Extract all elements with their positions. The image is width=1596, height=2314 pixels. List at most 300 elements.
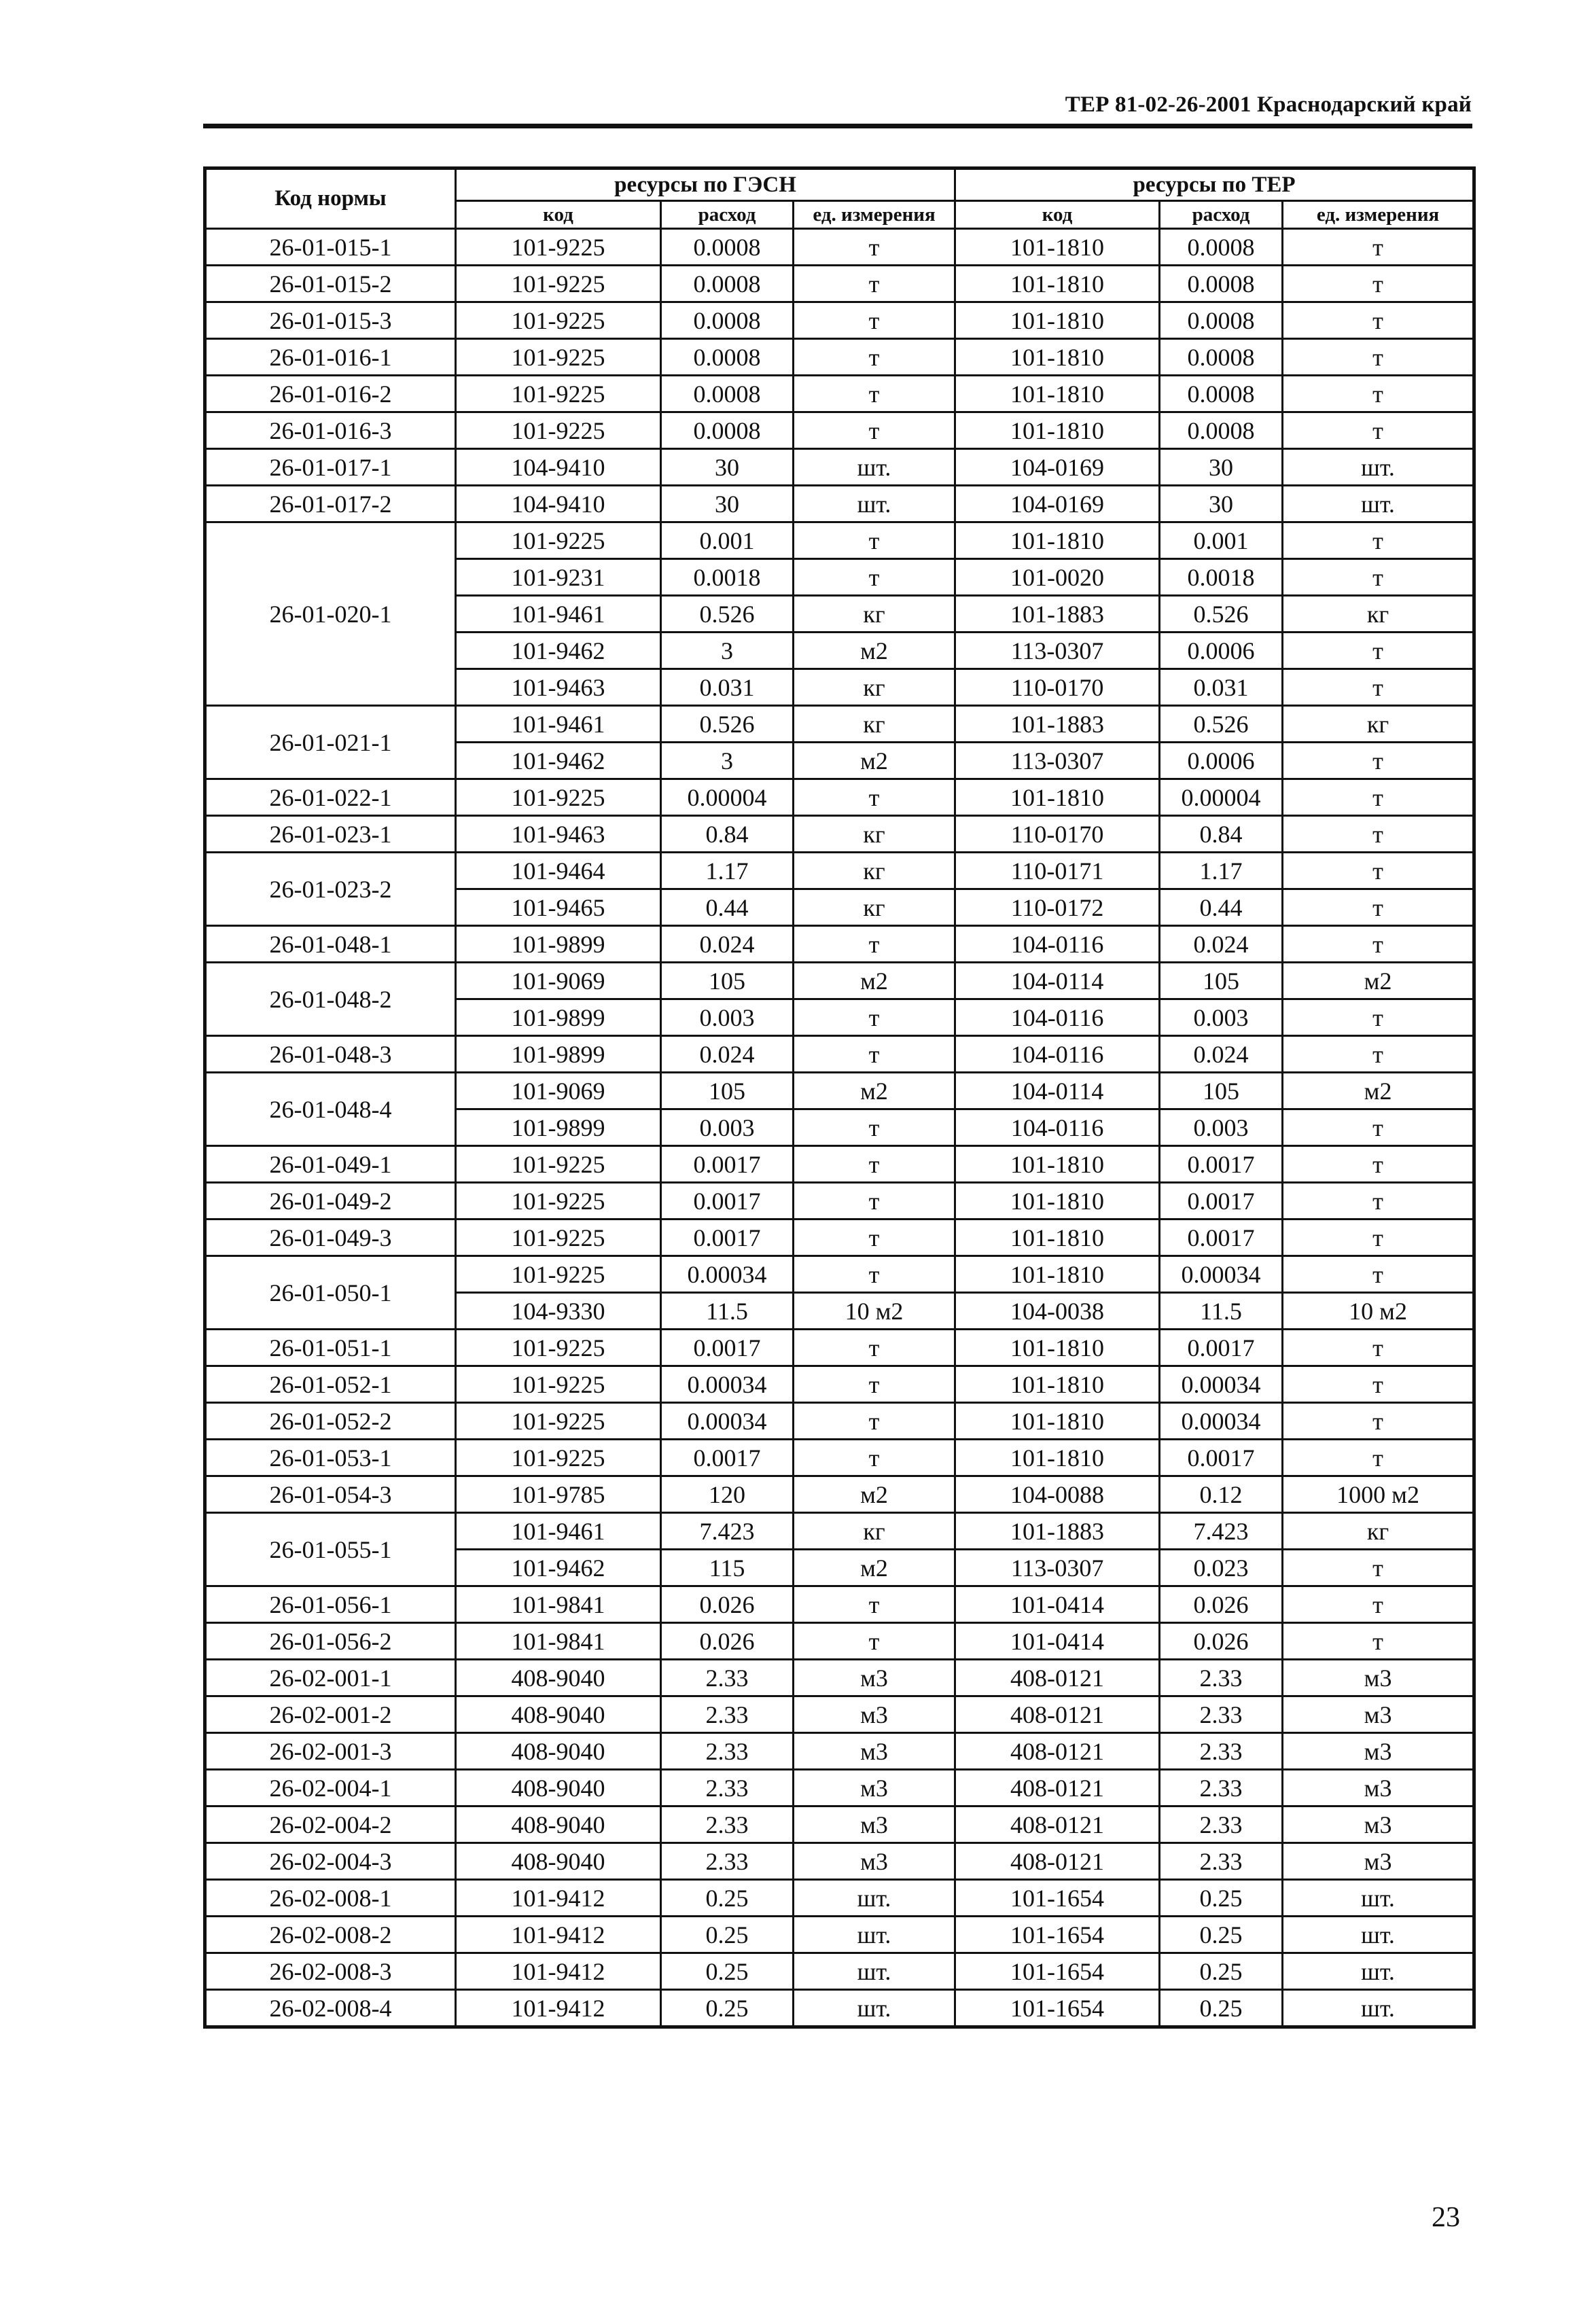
gesn-unit-cell: т xyxy=(794,1256,955,1293)
gesn-code-cell: 101-9463 xyxy=(456,816,661,853)
norm-code-cell: 26-01-016-3 xyxy=(205,412,456,449)
norm-code-cell: 26-02-004-2 xyxy=(205,1806,456,1843)
ter-code-cell: 408-0121 xyxy=(955,1770,1160,1806)
norm-code-cell: 26-02-001-2 xyxy=(205,1696,456,1733)
ter-code-cell: 101-1654 xyxy=(955,1953,1160,1990)
ter-consumption-cell: 0.024 xyxy=(1160,1036,1283,1073)
gesn-code-cell: 104-9410 xyxy=(456,486,661,522)
ter-unit-cell: т xyxy=(1283,1146,1474,1183)
norm-code-cell: 26-02-008-3 xyxy=(205,1953,456,1990)
resource-table-container xyxy=(203,166,1476,2029)
ter-consumption-cell: 2.33 xyxy=(1160,1696,1283,1733)
ter-unit-cell: т xyxy=(1283,1220,1474,1256)
gesn-consumption-cell: 0.024 xyxy=(661,1036,794,1073)
table-row xyxy=(205,1513,1474,1550)
ter-code-cell: 101-1810 xyxy=(955,1440,1160,1476)
ter-unit-cell: т xyxy=(1283,633,1474,669)
subheader-gesn-consumption: расход xyxy=(661,201,794,229)
ter-unit-cell: т xyxy=(1283,889,1474,926)
gesn-unit-cell: кг xyxy=(794,853,955,889)
ter-consumption-cell: 0.00034 xyxy=(1160,1366,1283,1403)
table-row xyxy=(205,706,1474,743)
gesn-code-cell: 101-9225 xyxy=(456,1403,661,1440)
gesn-consumption-cell: 0.026 xyxy=(661,1623,794,1660)
gesn-consumption-cell: 0.25 xyxy=(661,1990,794,2027)
ter-unit-cell: т xyxy=(1283,1330,1474,1366)
subheader-gesn-unit: ед. измерения xyxy=(794,201,955,229)
ter-code-cell: 101-1810 xyxy=(955,376,1160,412)
ter-consumption-cell: 0.003 xyxy=(1160,1109,1283,1146)
gesn-unit-cell: т xyxy=(794,522,955,559)
gesn-consumption-cell: 0.0008 xyxy=(661,376,794,412)
norm-code-cell: 26-01-048-1 xyxy=(205,926,456,963)
gesn-unit-cell: т xyxy=(794,1330,955,1366)
ter-unit-cell: т xyxy=(1283,339,1474,376)
ter-code-cell: 101-1810 xyxy=(955,339,1160,376)
ter-code-cell: 408-0121 xyxy=(955,1696,1160,1733)
gesn-consumption-cell: 0.0008 xyxy=(661,229,794,266)
header-rule xyxy=(203,124,1472,128)
ter-consumption-cell: 0.0008 xyxy=(1160,412,1283,449)
ter-code-cell: 101-1810 xyxy=(955,779,1160,816)
subheader-ter-unit: ед. измерения xyxy=(1283,201,1474,229)
gesn-consumption-cell: 0.024 xyxy=(661,926,794,963)
gesn-consumption-cell: 0.0017 xyxy=(661,1330,794,1366)
ter-consumption-cell: 0.0008 xyxy=(1160,339,1283,376)
ter-consumption-cell: 2.33 xyxy=(1160,1806,1283,1843)
ter-unit-cell: кг xyxy=(1283,1513,1474,1550)
gesn-unit-cell: т xyxy=(794,1183,955,1220)
ter-code-cell: 110-0172 xyxy=(955,889,1160,926)
table-row xyxy=(205,1733,1474,1770)
gesn-unit-cell: м3 xyxy=(794,1806,955,1843)
gesn-unit-cell: т xyxy=(794,1403,955,1440)
ter-unit-cell: кг xyxy=(1283,596,1474,633)
norm-code-cell: 26-01-022-1 xyxy=(205,779,456,816)
gesn-code-cell: 101-9841 xyxy=(456,1623,661,1660)
ter-consumption-cell: 0.25 xyxy=(1160,1880,1283,1917)
gesn-unit-cell: м2 xyxy=(794,1550,955,1586)
table-row xyxy=(205,1953,1474,1990)
gesn-consumption-cell: 0.026 xyxy=(661,1586,794,1623)
norm-code-cell: 26-02-004-3 xyxy=(205,1843,456,1880)
gesn-consumption-cell: 2.33 xyxy=(661,1696,794,1733)
ter-consumption-cell: 0.00004 xyxy=(1160,779,1283,816)
gesn-unit-cell: т xyxy=(794,926,955,963)
gesn-consumption-cell: 0.00034 xyxy=(661,1256,794,1293)
gesn-consumption-cell: 30 xyxy=(661,449,794,486)
ter-consumption-cell: 0.526 xyxy=(1160,596,1283,633)
ter-unit-cell: т xyxy=(1283,412,1474,449)
norm-code-cell: 26-01-048-3 xyxy=(205,1036,456,1073)
gesn-code-cell: 101-9225 xyxy=(456,779,661,816)
ter-unit-cell: т xyxy=(1283,302,1474,339)
ter-unit-cell: т xyxy=(1283,1623,1474,1660)
gesn-code-cell: 101-9225 xyxy=(456,1366,661,1403)
gesn-consumption-cell: 105 xyxy=(661,1073,794,1109)
table-row xyxy=(205,1880,1474,1917)
gesn-consumption-cell: 0.0017 xyxy=(661,1440,794,1476)
ter-code-cell: 101-1654 xyxy=(955,1880,1160,1917)
ter-consumption-cell: 0.0017 xyxy=(1160,1183,1283,1220)
gesn-unit-cell: кг xyxy=(794,596,955,633)
gesn-consumption-cell: 2.33 xyxy=(661,1733,794,1770)
gesn-consumption-cell: 105 xyxy=(661,963,794,999)
ter-code-cell: 110-0170 xyxy=(955,669,1160,706)
norm-code-cell: 26-01-056-1 xyxy=(205,1586,456,1623)
gesn-consumption-cell: 1.17 xyxy=(661,853,794,889)
norm-code-cell: 26-02-008-1 xyxy=(205,1880,456,1917)
ter-consumption-cell: 0.026 xyxy=(1160,1623,1283,1660)
ter-code-cell: 104-0088 xyxy=(955,1476,1160,1513)
ter-consumption-cell: 0.0006 xyxy=(1160,633,1283,669)
norm-code-cell: 26-01-052-1 xyxy=(205,1366,456,1403)
ter-unit-cell: шт. xyxy=(1283,449,1474,486)
gesn-code-cell: 101-9225 xyxy=(456,1183,661,1220)
page-number: 23 xyxy=(1432,2202,1460,2233)
norm-code-cell: 26-01-023-1 xyxy=(205,816,456,853)
ter-unit-cell: т xyxy=(1283,229,1474,266)
ter-consumption-cell: 105 xyxy=(1160,1073,1283,1109)
ter-consumption-cell: 0.44 xyxy=(1160,889,1283,926)
ter-unit-cell: т xyxy=(1283,926,1474,963)
ter-unit-cell: т xyxy=(1283,1440,1474,1476)
table-row xyxy=(205,816,1474,853)
ter-consumption-cell: 0.031 xyxy=(1160,669,1283,706)
ter-unit-cell: т xyxy=(1283,999,1474,1036)
table-row xyxy=(205,1146,1474,1183)
ter-code-cell: 113-0307 xyxy=(955,1550,1160,1586)
table-row xyxy=(205,1770,1474,1806)
ter-unit-cell: м3 xyxy=(1283,1696,1474,1733)
table-row xyxy=(205,1660,1474,1696)
ter-consumption-cell: 30 xyxy=(1160,486,1283,522)
gesn-unit-cell: шт. xyxy=(794,449,955,486)
ter-unit-cell: м2 xyxy=(1283,1073,1474,1109)
header-group-gesn: ресурсы по ГЭСН xyxy=(456,168,955,201)
gesn-consumption-cell: 2.33 xyxy=(661,1806,794,1843)
table-row xyxy=(205,1917,1474,1953)
gesn-unit-cell: м2 xyxy=(794,1073,955,1109)
norm-code-cell: 26-01-056-2 xyxy=(205,1623,456,1660)
ter-code-cell: 104-0116 xyxy=(955,1109,1160,1146)
gesn-consumption-cell: 0.00034 xyxy=(661,1366,794,1403)
ter-consumption-cell: 0.0008 xyxy=(1160,266,1283,302)
ter-code-cell: 101-1654 xyxy=(955,1990,1160,2027)
ter-code-cell: 408-0121 xyxy=(955,1660,1160,1696)
gesn-code-cell: 408-9040 xyxy=(456,1770,661,1806)
gesn-code-cell: 101-9785 xyxy=(456,1476,661,1513)
gesn-code-cell: 101-9461 xyxy=(456,596,661,633)
gesn-unit-cell: т xyxy=(794,1440,955,1476)
table-row xyxy=(205,1330,1474,1366)
ter-consumption-cell: 0.0008 xyxy=(1160,302,1283,339)
gesn-consumption-cell: 0.526 xyxy=(661,706,794,743)
ter-unit-cell: м3 xyxy=(1283,1806,1474,1843)
gesn-unit-cell: т xyxy=(794,1623,955,1660)
gesn-code-cell: 104-9410 xyxy=(456,449,661,486)
ter-unit-cell: т xyxy=(1283,376,1474,412)
table-row xyxy=(205,963,1474,999)
gesn-code-cell: 408-9040 xyxy=(456,1696,661,1733)
gesn-consumption-cell: 0.00034 xyxy=(661,1403,794,1440)
gesn-code-cell: 104-9330 xyxy=(456,1293,661,1330)
ter-code-cell: 101-1810 xyxy=(955,1220,1160,1256)
ter-unit-cell: м3 xyxy=(1283,1770,1474,1806)
ter-unit-cell: т xyxy=(1283,779,1474,816)
subheader-ter-code: код xyxy=(955,201,1160,229)
gesn-consumption-cell: 0.0017 xyxy=(661,1220,794,1256)
gesn-code-cell: 101-9461 xyxy=(456,706,661,743)
gesn-consumption-cell: 0.44 xyxy=(661,889,794,926)
ter-consumption-cell: 0.023 xyxy=(1160,1550,1283,1586)
gesn-unit-cell: т xyxy=(794,559,955,596)
gesn-code-cell: 101-9899 xyxy=(456,1109,661,1146)
ter-unit-cell: 10 м2 xyxy=(1283,1293,1474,1330)
table-row xyxy=(205,302,1474,339)
ter-consumption-cell: 1.17 xyxy=(1160,853,1283,889)
norm-code-cell: 26-01-049-2 xyxy=(205,1183,456,1220)
ter-consumption-cell: 0.026 xyxy=(1160,1586,1283,1623)
ter-unit-cell: т xyxy=(1283,1036,1474,1073)
gesn-code-cell: 101-9841 xyxy=(456,1586,661,1623)
ter-unit-cell: м3 xyxy=(1283,1733,1474,1770)
gesn-unit-cell: м3 xyxy=(794,1733,955,1770)
gesn-consumption-cell: 0.84 xyxy=(661,816,794,853)
gesn-code-cell: 101-9465 xyxy=(456,889,661,926)
norm-code-cell: 26-01-054-3 xyxy=(205,1476,456,1513)
ter-unit-cell: т xyxy=(1283,1256,1474,1293)
ter-consumption-cell: 11.5 xyxy=(1160,1293,1283,1330)
gesn-code-cell: 101-9461 xyxy=(456,1513,661,1550)
ter-unit-cell: шт. xyxy=(1283,1953,1474,1990)
norm-code-cell: 26-01-023-2 xyxy=(205,853,456,926)
gesn-consumption-cell: 0.003 xyxy=(661,999,794,1036)
ter-unit-cell: т xyxy=(1283,1403,1474,1440)
ter-unit-cell: 1000 м2 xyxy=(1283,1476,1474,1513)
ter-code-cell: 104-0116 xyxy=(955,999,1160,1036)
gesn-unit-cell: т xyxy=(794,229,955,266)
gesn-unit-cell: 10 м2 xyxy=(794,1293,955,1330)
ter-code-cell: 104-0038 xyxy=(955,1293,1160,1330)
ter-code-cell: 101-1810 xyxy=(955,1403,1160,1440)
gesn-code-cell: 101-9225 xyxy=(456,1256,661,1293)
gesn-consumption-cell: 0.0008 xyxy=(661,302,794,339)
gesn-code-cell: 101-9462 xyxy=(456,1550,661,1586)
document-header-title: ТЕР 81-02-26-2001 Краснодарский край xyxy=(1065,92,1472,117)
gesn-code-cell: 101-9225 xyxy=(456,412,661,449)
ter-consumption-cell: 0.003 xyxy=(1160,999,1283,1036)
ter-unit-cell: т xyxy=(1283,1550,1474,1586)
gesn-code-cell: 101-9225 xyxy=(456,1146,661,1183)
ter-consumption-cell: 0.84 xyxy=(1160,816,1283,853)
ter-code-cell: 101-1810 xyxy=(955,302,1160,339)
ter-code-cell: 104-0114 xyxy=(955,1073,1160,1109)
gesn-consumption-cell: 115 xyxy=(661,1550,794,1586)
ter-code-cell: 101-0414 xyxy=(955,1623,1160,1660)
table-row xyxy=(205,339,1474,376)
gesn-unit-cell: т xyxy=(794,999,955,1036)
gesn-consumption-cell: 2.33 xyxy=(661,1770,794,1806)
table-row xyxy=(205,1073,1474,1109)
ter-unit-cell: т xyxy=(1283,816,1474,853)
gesn-unit-cell: кг xyxy=(794,669,955,706)
gesn-code-cell: 101-9412 xyxy=(456,1990,661,2027)
gesn-code-cell: 408-9040 xyxy=(456,1806,661,1843)
table-row xyxy=(205,1220,1474,1256)
gesn-consumption-cell: 120 xyxy=(661,1476,794,1513)
norm-code-cell: 26-01-051-1 xyxy=(205,1330,456,1366)
gesn-code-cell: 101-9225 xyxy=(456,229,661,266)
gesn-code-cell: 101-9463 xyxy=(456,669,661,706)
table-row xyxy=(205,779,1474,816)
ter-consumption-cell: 2.33 xyxy=(1160,1660,1283,1696)
table-row xyxy=(205,1806,1474,1843)
ter-code-cell: 104-0116 xyxy=(955,1036,1160,1073)
ter-consumption-cell: 0.024 xyxy=(1160,926,1283,963)
gesn-unit-cell: кг xyxy=(794,816,955,853)
gesn-unit-cell: т xyxy=(794,412,955,449)
norm-code-cell: 26-01-053-1 xyxy=(205,1440,456,1476)
norm-code-cell: 26-01-017-1 xyxy=(205,449,456,486)
gesn-unit-cell: шт. xyxy=(794,1990,955,2027)
gesn-unit-cell: т xyxy=(794,1109,955,1146)
table-row xyxy=(205,449,1474,486)
ter-consumption-cell: 0.0008 xyxy=(1160,229,1283,266)
norm-code-cell: 26-01-015-3 xyxy=(205,302,456,339)
norm-code-cell: 26-02-008-2 xyxy=(205,1917,456,1953)
header-norm-code: Код нормы xyxy=(205,168,456,229)
ter-unit-cell: т xyxy=(1283,266,1474,302)
gesn-code-cell: 101-9899 xyxy=(456,999,661,1036)
ter-consumption-cell: 0.00034 xyxy=(1160,1403,1283,1440)
ter-code-cell: 101-1810 xyxy=(955,1366,1160,1403)
gesn-code-cell: 101-9225 xyxy=(456,339,661,376)
ter-unit-cell: т xyxy=(1283,743,1474,779)
norm-code-cell: 26-01-020-1 xyxy=(205,522,456,706)
norm-code-cell: 26-01-052-2 xyxy=(205,1403,456,1440)
ter-consumption-cell: 0.25 xyxy=(1160,1917,1283,1953)
gesn-consumption-cell: 0.0008 xyxy=(661,339,794,376)
ter-unit-cell: шт. xyxy=(1283,1880,1474,1917)
norm-code-cell: 26-01-049-3 xyxy=(205,1220,456,1256)
gesn-consumption-cell: 0.0017 xyxy=(661,1146,794,1183)
ter-code-cell: 104-0114 xyxy=(955,963,1160,999)
header-group-ter: ресурсы по ТЕР xyxy=(955,168,1474,201)
table-row xyxy=(205,1366,1474,1403)
ter-consumption-cell: 0.0017 xyxy=(1160,1146,1283,1183)
gesn-unit-cell: т xyxy=(794,1586,955,1623)
ter-unit-cell: м2 xyxy=(1283,963,1474,999)
gesn-unit-cell: шт. xyxy=(794,1880,955,1917)
ter-consumption-cell: 105 xyxy=(1160,963,1283,999)
table-row xyxy=(205,926,1474,963)
norm-code-cell: 26-01-021-1 xyxy=(205,706,456,779)
gesn-code-cell: 101-9225 xyxy=(456,1220,661,1256)
norm-code-cell: 26-02-001-1 xyxy=(205,1660,456,1696)
norm-code-cell: 26-02-004-1 xyxy=(205,1770,456,1806)
gesn-code-cell: 101-9225 xyxy=(456,376,661,412)
norm-code-cell: 26-02-008-4 xyxy=(205,1990,456,2027)
gesn-consumption-cell: 2.33 xyxy=(661,1843,794,1880)
ter-unit-cell: кг xyxy=(1283,706,1474,743)
gesn-consumption-cell: 7.423 xyxy=(661,1513,794,1550)
ter-unit-cell: т xyxy=(1283,559,1474,596)
ter-code-cell: 408-0121 xyxy=(955,1843,1160,1880)
gesn-code-cell: 101-9225 xyxy=(456,522,661,559)
gesn-consumption-cell: 0.031 xyxy=(661,669,794,706)
ter-unit-cell: шт. xyxy=(1283,1990,1474,2027)
ter-consumption-cell: 2.33 xyxy=(1160,1733,1283,1770)
gesn-consumption-cell: 0.0017 xyxy=(661,1183,794,1220)
gesn-consumption-cell: 0.25 xyxy=(661,1880,794,1917)
ter-consumption-cell: 0.526 xyxy=(1160,706,1283,743)
norm-code-cell: 26-01-048-4 xyxy=(205,1073,456,1146)
gesn-code-cell: 408-9040 xyxy=(456,1733,661,1770)
norm-code-cell: 26-01-050-1 xyxy=(205,1256,456,1330)
table-row xyxy=(205,486,1474,522)
gesn-unit-cell: т xyxy=(794,1220,955,1256)
ter-unit-cell: т xyxy=(1283,522,1474,559)
norm-code-cell: 26-01-048-2 xyxy=(205,963,456,1036)
gesn-code-cell: 408-9040 xyxy=(456,1843,661,1880)
gesn-unit-cell: м2 xyxy=(794,743,955,779)
table-row xyxy=(205,1696,1474,1733)
table-row xyxy=(205,1403,1474,1440)
table-row xyxy=(205,1843,1474,1880)
table-row xyxy=(205,522,1474,559)
gesn-unit-cell: шт. xyxy=(794,1953,955,1990)
ter-unit-cell: шт. xyxy=(1283,1917,1474,1953)
ter-unit-cell: шт. xyxy=(1283,486,1474,522)
gesn-consumption-cell: 3 xyxy=(661,743,794,779)
table-row xyxy=(205,229,1474,266)
gesn-unit-cell: шт. xyxy=(794,1917,955,1953)
gesn-unit-cell: т xyxy=(794,266,955,302)
ter-code-cell: 110-0171 xyxy=(955,853,1160,889)
gesn-consumption-cell: 0.25 xyxy=(661,1917,794,1953)
gesn-code-cell: 101-9899 xyxy=(456,1036,661,1073)
norm-code-cell: 26-01-016-1 xyxy=(205,339,456,376)
table-body xyxy=(205,229,1474,2027)
gesn-code-cell: 101-9462 xyxy=(456,633,661,669)
gesn-code-cell: 101-9069 xyxy=(456,1073,661,1109)
ter-consumption-cell: 0.0018 xyxy=(1160,559,1283,596)
gesn-unit-cell: кг xyxy=(794,1513,955,1550)
ter-code-cell: 104-0169 xyxy=(955,449,1160,486)
gesn-unit-cell: м3 xyxy=(794,1660,955,1696)
gesn-unit-cell: м2 xyxy=(794,963,955,999)
table-row xyxy=(205,853,1474,889)
norm-code-cell: 26-01-015-1 xyxy=(205,229,456,266)
table-row xyxy=(205,376,1474,412)
table-row xyxy=(205,412,1474,449)
gesn-unit-cell: шт. xyxy=(794,486,955,522)
table-row xyxy=(205,1183,1474,1220)
ter-consumption-cell: 0.0008 xyxy=(1160,376,1283,412)
gesn-code-cell: 101-9464 xyxy=(456,853,661,889)
subheader-gesn-code: код xyxy=(456,201,661,229)
gesn-consumption-cell: 0.526 xyxy=(661,596,794,633)
gesn-code-cell: 101-9225 xyxy=(456,302,661,339)
ter-code-cell: 113-0307 xyxy=(955,633,1160,669)
ter-unit-cell: т xyxy=(1283,853,1474,889)
ter-code-cell: 101-1883 xyxy=(955,596,1160,633)
ter-code-cell: 101-0414 xyxy=(955,1586,1160,1623)
ter-consumption-cell: 7.423 xyxy=(1160,1513,1283,1550)
gesn-unit-cell: м3 xyxy=(794,1696,955,1733)
gesn-consumption-cell: 0.003 xyxy=(661,1109,794,1146)
